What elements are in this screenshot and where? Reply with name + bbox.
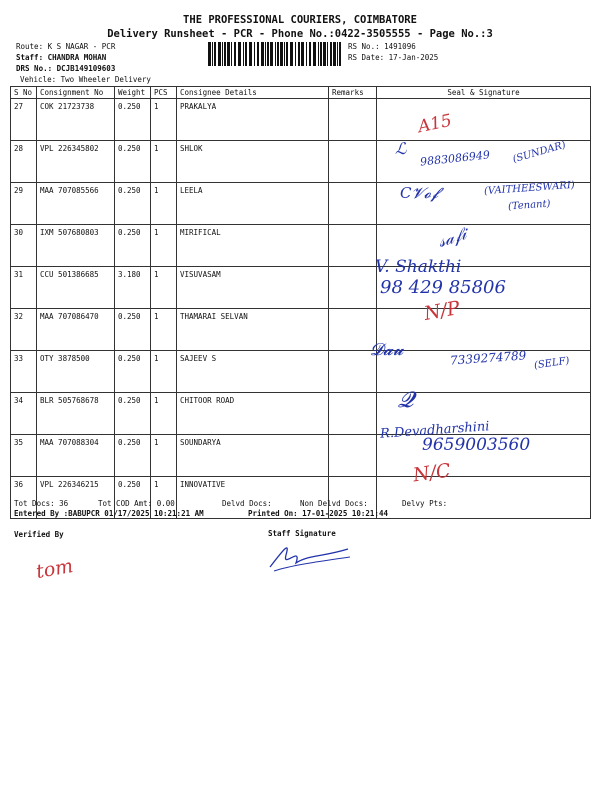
- cell-pcs: 1: [151, 309, 177, 351]
- cell-consignee: INNOVATIVE: [177, 477, 329, 519]
- non-delivered-docs: Non Delvd Docs:: [300, 499, 368, 508]
- barcode-bar: [265, 42, 266, 66]
- signature-mark: ℒ: [395, 139, 407, 158]
- cell-sno: 28: [11, 141, 37, 183]
- handwritten-name: (VAITHEESWARI): [483, 179, 576, 198]
- barcode-bar: [286, 42, 288, 66]
- cell-consignment: IXM 507680803: [37, 225, 115, 267]
- cell-consignment: MAA 707088304: [37, 435, 115, 477]
- barcode-bar: [330, 42, 332, 66]
- cell-sno: 30: [11, 225, 37, 267]
- cell-sno: 32: [11, 309, 37, 351]
- cell-pcs: 1: [151, 225, 177, 267]
- handwritten-phone: 98 429 85806: [380, 277, 506, 298]
- table-header-row: [11, 87, 591, 99]
- handwritten-note: A15: [416, 110, 454, 138]
- handwritten-note: N/P: [422, 297, 462, 325]
- total-docs: Tot Docs: 36: [14, 499, 69, 508]
- signature-mark: 𝓠: [398, 388, 414, 413]
- barcode-bar: [333, 42, 336, 66]
- cell-sno: 27: [11, 99, 37, 141]
- cell-pcs: 1: [151, 267, 177, 309]
- barcode-bar: [224, 42, 226, 66]
- route-label: Route: K S NAGAR - PCR: [16, 42, 116, 51]
- cell-consignment: BLR 505768678: [37, 393, 115, 435]
- cell-consignment: VPL 226345802: [37, 141, 115, 183]
- delivered-docs: Delvd Docs:: [222, 499, 272, 508]
- barcode-bar: [234, 42, 236, 66]
- staff-signature-scribble: [262, 535, 352, 575]
- rs-number: RS No.: 1491096: [348, 42, 416, 51]
- barcode-bar: [327, 42, 328, 66]
- column-header: Consignee Details: [177, 87, 329, 99]
- barcode-bar: [243, 42, 244, 66]
- barcode-bar: [309, 42, 311, 66]
- column-header: Consignment No: [37, 87, 115, 99]
- cell-weight: 0.250: [115, 435, 151, 477]
- barcode-bar: [284, 42, 285, 66]
- cell-weight: 0.250: [115, 183, 151, 225]
- entered-by: Entered By :BABUPCR 01/17/2025 10:21:21 AM: [14, 509, 204, 518]
- barcode-bar: [208, 42, 211, 66]
- cell-consignee: SAJEEV S: [177, 351, 329, 393]
- rs-date: RS Date: 17-Jan-2025: [348, 53, 439, 62]
- column-header: PCS: [151, 87, 177, 99]
- handwritten-note: N/C: [411, 459, 452, 487]
- company-title: THE PROFESSIONAL COURIERS, COIMBATORE: [183, 14, 417, 26]
- cell-remarks: [329, 393, 377, 435]
- cell-consignment: MAA 707086470: [37, 309, 115, 351]
- vehicle-label: Vehicle: Two Wheeler Delivery: [20, 75, 151, 84]
- barcode-bar: [214, 42, 216, 66]
- signature-mark: 𝓓𝓪𝓾: [370, 340, 404, 360]
- barcode-bar: [227, 42, 230, 66]
- cell-consignee: LEELA: [177, 183, 329, 225]
- handwritten-name: V. Shakthi: [375, 257, 462, 277]
- cell-weight: 3.180: [115, 267, 151, 309]
- barcode-bar: [267, 42, 269, 66]
- cell-weight: 0.250: [115, 225, 151, 267]
- cell-sno: 34: [11, 393, 37, 435]
- table-row: [11, 393, 591, 435]
- handwritten-name: R.Devadharshini: [379, 419, 490, 442]
- cell-weight: 0.250: [115, 141, 151, 183]
- barcode-bar: [339, 42, 341, 66]
- cell-consignment: VPL 226346215: [37, 477, 115, 519]
- barcode-bar: [270, 42, 273, 66]
- cell-consignee: THAMARAI SELVAN: [177, 309, 329, 351]
- cell-weight: 0.250: [115, 309, 151, 351]
- staff-label: Staff: CHANDRA MOHAN: [16, 53, 107, 62]
- cell-consignment: CCU 501386685: [37, 267, 115, 309]
- cell-consignee: MIRIFICAL: [177, 225, 329, 267]
- cell-pcs: 1: [151, 393, 177, 435]
- cell-consignment: COK 21723738: [37, 99, 115, 141]
- signature-mark: 𝓈𝒶𝒻𝒾: [435, 224, 470, 252]
- cell-remarks: [329, 225, 377, 267]
- cell-consignee: CHITOOR ROAD: [177, 393, 329, 435]
- cell-pcs: 1: [151, 183, 177, 225]
- table-row: [11, 225, 591, 267]
- barcode-bar: [295, 42, 296, 66]
- total-cod-amount: Tot COD Amt: 0.00: [98, 499, 175, 508]
- barcode-bar: [306, 42, 307, 66]
- cell-sno: 36: [11, 477, 37, 519]
- barcode-bar: [320, 42, 322, 66]
- cell-consignment: OTY 3878500: [37, 351, 115, 393]
- cell-pcs: 1: [151, 141, 177, 183]
- cell-remarks: [329, 267, 377, 309]
- column-header: S No: [11, 87, 37, 99]
- barcode-bar: [261, 42, 264, 66]
- cell-remarks: [329, 141, 377, 183]
- cell-consignee: PRAKALYA: [177, 99, 329, 141]
- barcode-bar: [212, 42, 213, 66]
- cell-pcs: 1: [151, 435, 177, 477]
- cell-sno: 35: [11, 435, 37, 477]
- cell-consignment: MAA 707085566: [37, 183, 115, 225]
- signature-mark: C𝓥𝓸𝓯: [400, 184, 439, 202]
- handwritten-name: (SUNDAR): [511, 139, 568, 166]
- cell-remarks: [329, 99, 377, 141]
- barcode-bar: [275, 42, 276, 66]
- cell-weight: 0.250: [115, 477, 151, 519]
- cell-signature: [377, 309, 591, 351]
- barcode-bar: [238, 42, 241, 66]
- cell-weight: 0.250: [115, 351, 151, 393]
- cell-sno: 31: [11, 267, 37, 309]
- handwritten-phone: 7339274789: [449, 348, 527, 368]
- barcode-bar: [254, 42, 255, 66]
- barcode-bar: [277, 42, 279, 66]
- staff-signature-label: Staff Signature: [268, 529, 336, 538]
- runsheet-subtitle: Delivery Runsheet - PCR - Phone No.:0422-3505555 - Page No.:3: [107, 28, 493, 40]
- cell-sno: 29: [11, 183, 37, 225]
- barcode-bar: [245, 42, 247, 66]
- table-row: [11, 309, 591, 351]
- drs-number: DRS No.: DCJB149109603: [16, 64, 116, 73]
- delivery-points: Delvy Pts:: [402, 499, 448, 508]
- column-header: Remarks: [329, 87, 377, 99]
- cell-pcs: 1: [151, 99, 177, 141]
- barcode-bar: [231, 42, 232, 66]
- cell-pcs: 1: [151, 351, 177, 393]
- printed-on: Printed On: 17-01-2025 10:21:44: [248, 509, 388, 518]
- barcode-bar: [218, 42, 221, 66]
- handwritten-phone: 9659003560: [422, 435, 531, 455]
- cell-remarks: [329, 435, 377, 477]
- barcode-image: [208, 42, 342, 66]
- verified-by-label: Verified By: [14, 530, 64, 539]
- barcode-bar: [249, 42, 252, 66]
- cell-weight: 0.250: [115, 393, 151, 435]
- cell-signature: [377, 99, 591, 141]
- column-header: Weight: [115, 87, 151, 99]
- barcode-bar: [222, 42, 223, 66]
- cell-signature: [377, 477, 591, 519]
- barcode-bar: [280, 42, 283, 66]
- handwritten-name: (SELF): [533, 355, 571, 372]
- cell-pcs: 1: [151, 477, 177, 519]
- table-row: [11, 141, 591, 183]
- cell-sno: 33: [11, 351, 37, 393]
- barcode-bar: [257, 42, 259, 66]
- cell-consignee: VISUVASAM: [177, 267, 329, 309]
- barcode-bar: [323, 42, 326, 66]
- barcode-bar: [290, 42, 293, 66]
- handwritten-name: (Tenant): [507, 198, 551, 213]
- verified-by-mark: tom: [34, 554, 75, 584]
- cell-weight: 0.250: [115, 99, 151, 141]
- barcode-bar: [318, 42, 319, 66]
- barcode-bar: [301, 42, 304, 66]
- cell-consignee: SHLOK: [177, 141, 329, 183]
- barcode-bar: [337, 42, 338, 66]
- barcode-bar: [313, 42, 316, 66]
- cell-consignee: SOUNDARYA: [177, 435, 329, 477]
- table-row: [11, 99, 591, 141]
- column-header: Seal & Signature: [377, 87, 591, 99]
- barcode-bar: [298, 42, 300, 66]
- cell-remarks: [329, 183, 377, 225]
- handwritten-phone: 9883086949: [419, 148, 491, 169]
